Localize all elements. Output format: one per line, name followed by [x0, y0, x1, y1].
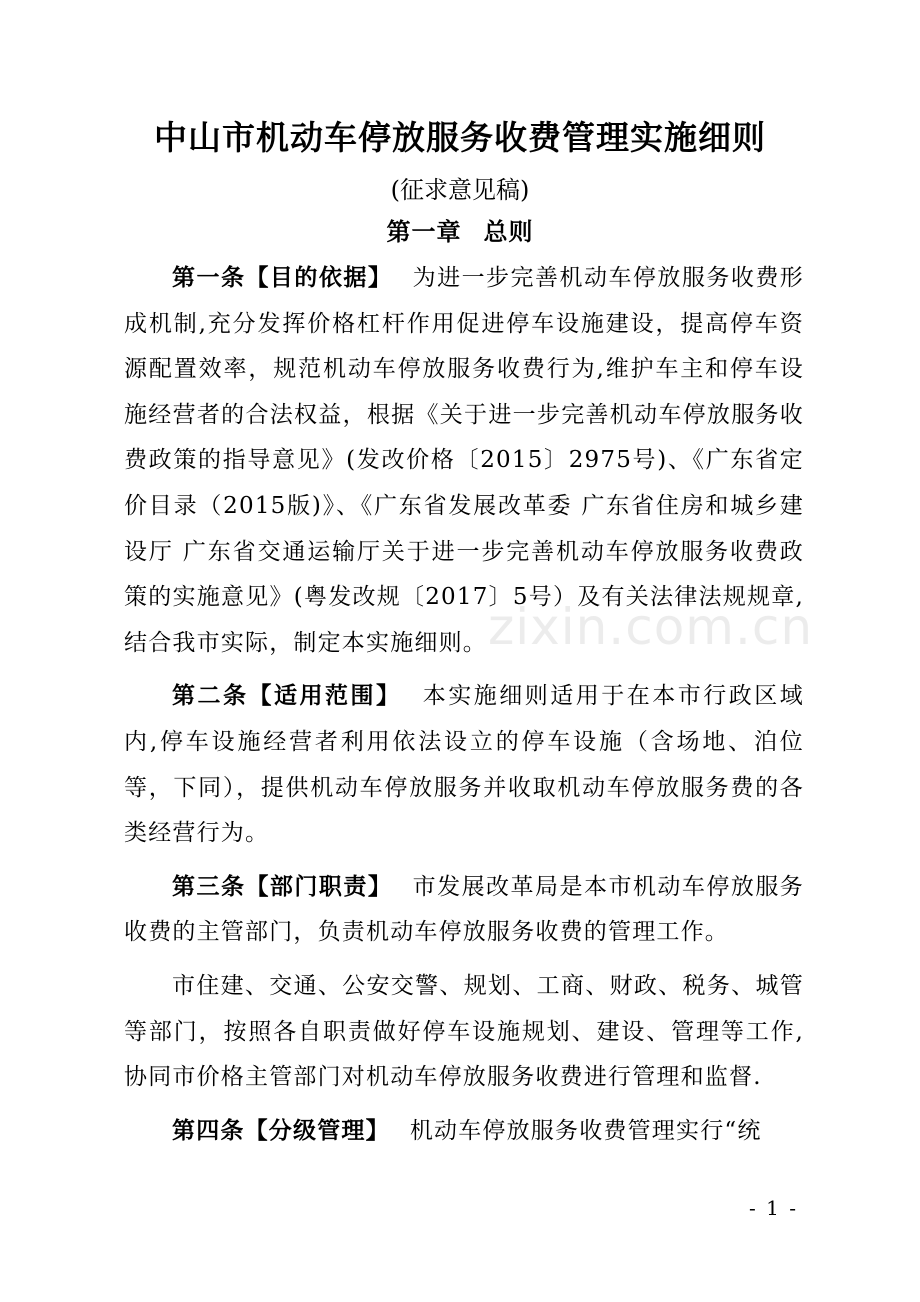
document-title: 中山市机动车停放服务收费管理实施细则: [154, 118, 766, 157]
article-heading: 第二条【适用范围】: [172, 683, 402, 710]
article-paragraph: [124, 964, 804, 1101]
article-paragraph: [124, 865, 804, 956]
article-heading: 第一条【目的依据】: [172, 265, 393, 291]
article-text: 本实施细则适用于在本市行政区域内,停车设施经营者利用依法设立的停车设施（含场地、泊位等，下同），提供机动车停放服务并收取机动车停放服务费的各类经营行为。: [124, 683, 804, 847]
article-text: 机动车停放服务收费管理实行“统: [409, 1117, 762, 1144]
chapter-label: 第一章: [386, 218, 462, 246]
document-subtitle: (征求意见稿): [390, 176, 530, 204]
article-paragraph: [124, 256, 804, 666]
article-heading: 第三条【部门职责】: [172, 873, 393, 900]
chapter-heading: [0, 212, 920, 247]
document-body: [124, 256, 804, 1162]
article-heading: 第四条【分级管理】: [172, 1117, 390, 1144]
page-number: - 1 -: [749, 1196, 798, 1220]
chapter-name: 总则: [483, 218, 534, 246]
article-text: 市发展改革局是本市机动车停放服务收费的主管部门，负责机动车停放服务收费的管理工作。: [124, 873, 804, 946]
watermark: zixin.com.cn: [488, 598, 814, 656]
article-paragraph: [124, 1109, 804, 1155]
article-paragraph: [124, 674, 804, 856]
article-text: 市住建、交通、公安交警、规划、工商、财政、税务、城管等部门，按照各自职责做好停车设施规划、建设、管理等工作,协同市价格主管部门对机动车停放服务收费进行管理和监督.: [124, 972, 804, 1091]
article-text: 为进一步完善机动车停放服务收费形成机制,充分发挥价格杠杆作用促进停车设施建设，提高停车资源配置效率，规范机动车停放服务收费行为,维护车主和停车设施经营者的合法权益，根据《关于进一步完善机动车停放服务收费政策的指导意见》(发改价格〔2015〕2975号)、《广东省定价目录（2015版)》、《广东省发展改革委 广东省住房和城乡建设厅 广东省交通运输厅关于进一步完善机动车停放服务收费政策的实施意见》(粤发改规〔2017〕5号）及有关法律法规规章,结合我市实际，制定本实施细则。: [124, 265, 804, 656]
